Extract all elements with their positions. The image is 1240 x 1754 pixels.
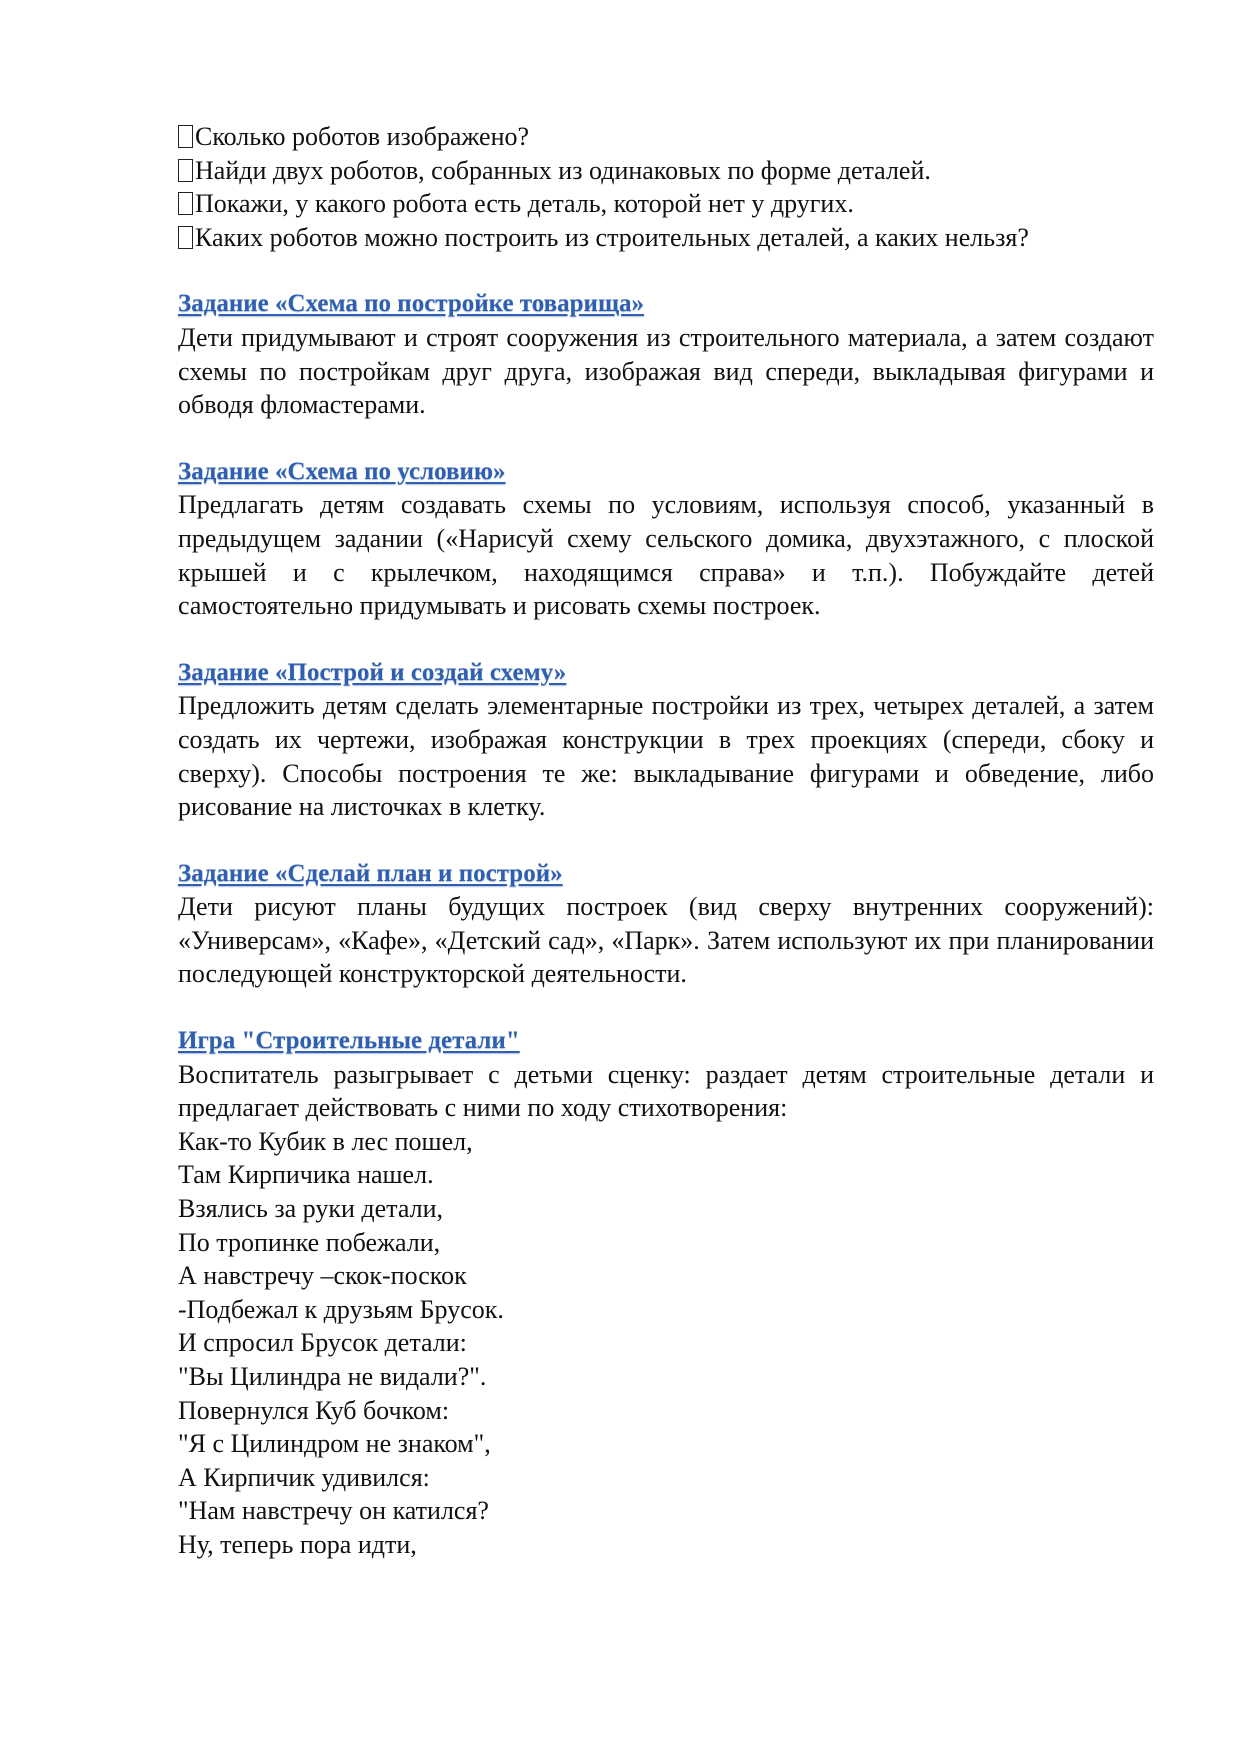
question-item: [178, 120, 1154, 154]
verse-line: Взялись за руки детали,: [178, 1194, 443, 1224]
section-heading: Игра "Строительные детали": [178, 1027, 520, 1055]
section-heading: Задание «Построй и создай схему»: [178, 658, 567, 686]
verse-line: "Я с Цилиндром не знаком",: [178, 1429, 491, 1459]
question-item: [178, 154, 1154, 188]
verse-line: Там Кирпичика нашел.: [178, 1160, 434, 1190]
verse-line: "Нам навстречу он катился?: [178, 1496, 489, 1526]
verse-line: А Кирпичик удивился:: [178, 1462, 430, 1492]
section-paragraph: Дети рисуют планы будущих построек (вид сверху внутренних сооружений): «Универсам», «Кафе», «Детский сад», «Парк». Затем используют их при планировании последующей конструкторской деятельности.: [178, 892, 1154, 989]
question-text: Покажи, у какого робота есть деталь, которой нет у других.: [195, 189, 854, 219]
section-game-building-parts: [178, 1023, 1154, 1562]
question-item: [178, 187, 1154, 221]
missing-glyph-box-icon: [178, 159, 193, 182]
verse-line: Как-то Кубик в лес пошел,: [178, 1126, 473, 1156]
question-text: Найди двух роботов, собранных из одинаковых по форме деталей.: [195, 155, 931, 185]
section-paragraph: Дети придумывают и строят сооружения из строительного материала, а затем создают схемы по постройкам друг друга, изображая вид спереди, выкладывая фигурами и обводя фломастерами.: [178, 322, 1154, 420]
verse-line: "Вы Цилиндра не видали?".: [178, 1362, 487, 1391]
verse-line: И спросил Брусок детали:: [178, 1328, 467, 1358]
document-page: [178, 120, 1154, 1562]
question-list: [178, 120, 1154, 254]
section-paragraph: Предлагать детям создавать схемы по условиям, используя способ, указанный в предыдущем задании («Нарисуй схему сельского домика, двухэтажного, с плоской крышей и с крылечком, находящимся справа» и т.п.). Побуждайте детей самостоятельно придумывать и рисовать схемы построек.: [178, 490, 1154, 621]
verse-line: По тропинке побежали,: [178, 1227, 441, 1257]
section-make-plan-and-build: [178, 856, 1154, 991]
question-text: Сколько роботов изображено?: [195, 122, 530, 151]
verse-line: А навстречу –скок-поскок: [178, 1261, 467, 1291]
verse-line: Ну, теперь пора идти,: [178, 1529, 417, 1559]
question-text: Каких роботов можно построить из строительных деталей, а каких нельзя?: [195, 222, 1029, 252]
section-build-and-create-scheme: [178, 655, 1154, 824]
section-paragraph: Предложить детям сделать элементарные постройки из трех, четырех деталей, а затем создать их чертежи, изображая конструкции в трех проекциях (спереди, сбоку и сверху). Способы построения те же: выкладывание фигурами и обведение, либо рисование на листочках в клетку.: [178, 691, 1154, 822]
missing-glyph-box-icon: [178, 226, 193, 249]
question-item: [178, 221, 1154, 255]
section-heading: Задание «Сделай план и построй»: [178, 859, 563, 887]
section-scheme-friend-building: [178, 286, 1154, 421]
missing-glyph-box-icon: [178, 192, 193, 215]
game-intro-paragraph: Воспитатель разыгрывает с детьми сценку: раздает детям строительные детали и предлагает действовать с ними по ходу стихотворения:: [178, 1059, 1154, 1123]
verse-line: -Подбежал к друзьям Брусок.: [178, 1294, 504, 1324]
section-heading: Задание «Схема по постройке товарища»: [178, 290, 645, 318]
section-scheme-by-condition: [178, 454, 1154, 623]
missing-glyph-box-icon: [178, 125, 193, 148]
verse-line: Повернулся Куб бочком:: [178, 1395, 450, 1425]
verse-block: [178, 1125, 1154, 1562]
section-heading: Задание «Схема по условию»: [178, 457, 506, 485]
